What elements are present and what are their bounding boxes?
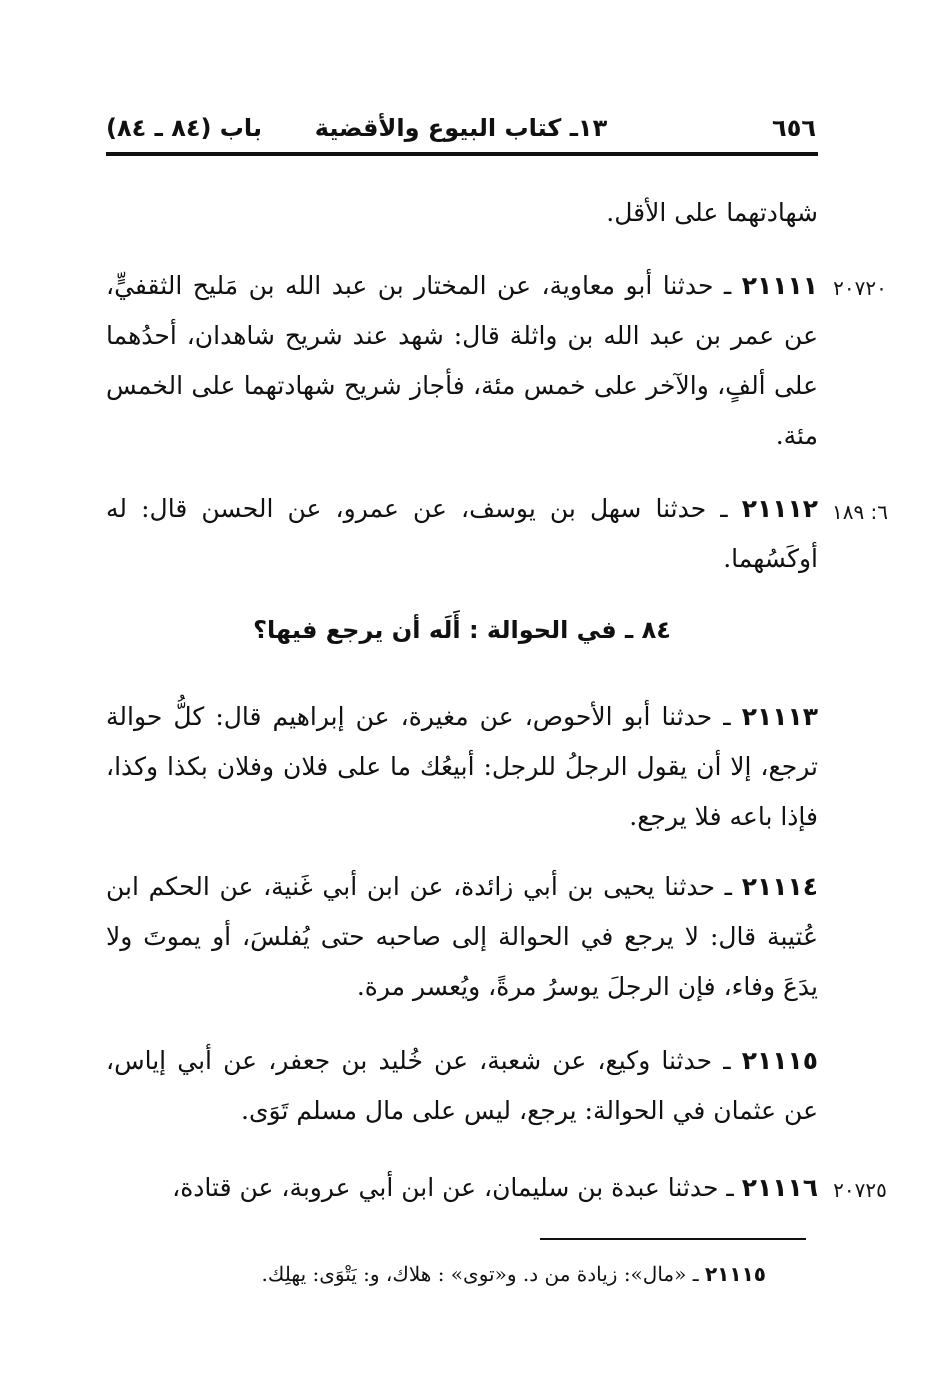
- hadith-entry: [106, 1036, 818, 1136]
- hadith-text: ـ حدثنا وكيع، عن شعبة، عن خُليد بن جعفر، عن أبي إياس، عن عثمان في الحوالة: يرجع، ليس على مال مسلم تَوَى.: [106, 1046, 818, 1125]
- hadith-number: ٢١١١٢: [741, 494, 818, 523]
- hadith-entry: [106, 484, 818, 584]
- hadith-text: ـ حدثنا أبو معاوية، عن المختار بن عبد الله بن مَليح الثقفيٍّ، عن عمر بن عبد الله بن واثلة قال: شهد عند شريح شاهدان، أحدُهما على ألفٍ، والآخر على خمس مئة، فأجاز شريح شهادتهما على الخمس مئة.: [106, 271, 818, 450]
- footnote: [106, 1262, 766, 1286]
- book-title: ١٣ـ كتاب البيوع والأقضية: [314, 114, 608, 142]
- header-rule: [106, 152, 818, 156]
- hadith-text: ـ حدثنا أبو الأحوص، عن مغيرة، عن إبراهيم قال: كلُّ حوالة ترجع، إلا أن يقول الرجلُ للرجل: أبيعُك ما على فلان وفلان بكذا وكذا، فإذا باعه فلا يرجع.: [106, 702, 818, 831]
- hadith-entry: [106, 1163, 818, 1213]
- hadith-entry: [106, 261, 818, 461]
- hadith-number: ٢١١١١: [741, 271, 818, 300]
- hadith-entry: [106, 862, 818, 1012]
- hadith-entry: [106, 692, 818, 842]
- section-heading: ٨٤ ـ في الحوالة : أَلَه أن يرجع فيها؟: [253, 616, 671, 644]
- hadith-text: ـ حدثنا عبدة بن سليمان، عن ابن أبي عروبة، عن قتادة،: [172, 1173, 734, 1202]
- hadith-number: ٢١١١٣: [741, 702, 818, 731]
- footnote-text: ـ «مال»: زيادة من د. و«توى» : هلاك، و: يَتْوَى: يهلِك.: [261, 1262, 699, 1286]
- chapter-range: باب (٨٤ ـ ٨٤): [106, 114, 262, 142]
- running-header: [106, 108, 816, 152]
- footnote-rule: [540, 1238, 806, 1240]
- margin-reference: ٢٠٧٢٥: [833, 1178, 887, 1202]
- hadith-text: ـ حدثنا سهل بن يوسف، عن عمرو، عن الحسن قال: له أوكَسُهما.: [106, 494, 818, 573]
- hadith-number: ٢١١١٦: [741, 1173, 818, 1202]
- hadith-text: ـ حدثنا يحيى بن أبي زائدة، عن ابن أبي غَنية، عن الحكم ابن عُتيبة قال: لا يرجع في الحوالة إلى صاحبه حتى يُفلسَ، أو يموتَ ولا يدَعَ وفاء، فإن الرجلَ يوسرُ مرةً، ويُعسر مرة.: [106, 872, 818, 1001]
- margin-reference: ٢٠٧٢٠: [833, 276, 887, 300]
- continuation-text: شهادتهما على الأقل.: [606, 198, 818, 227]
- hadith-number: ٢١١١٥: [741, 1046, 818, 1075]
- footnote-number: ٢١١١٥: [704, 1262, 766, 1286]
- hadith-number: ٢١١١٤: [741, 872, 818, 901]
- margin-reference: ٦: ١٨٩: [831, 500, 889, 524]
- page-number: ٦٥٦: [772, 114, 816, 142]
